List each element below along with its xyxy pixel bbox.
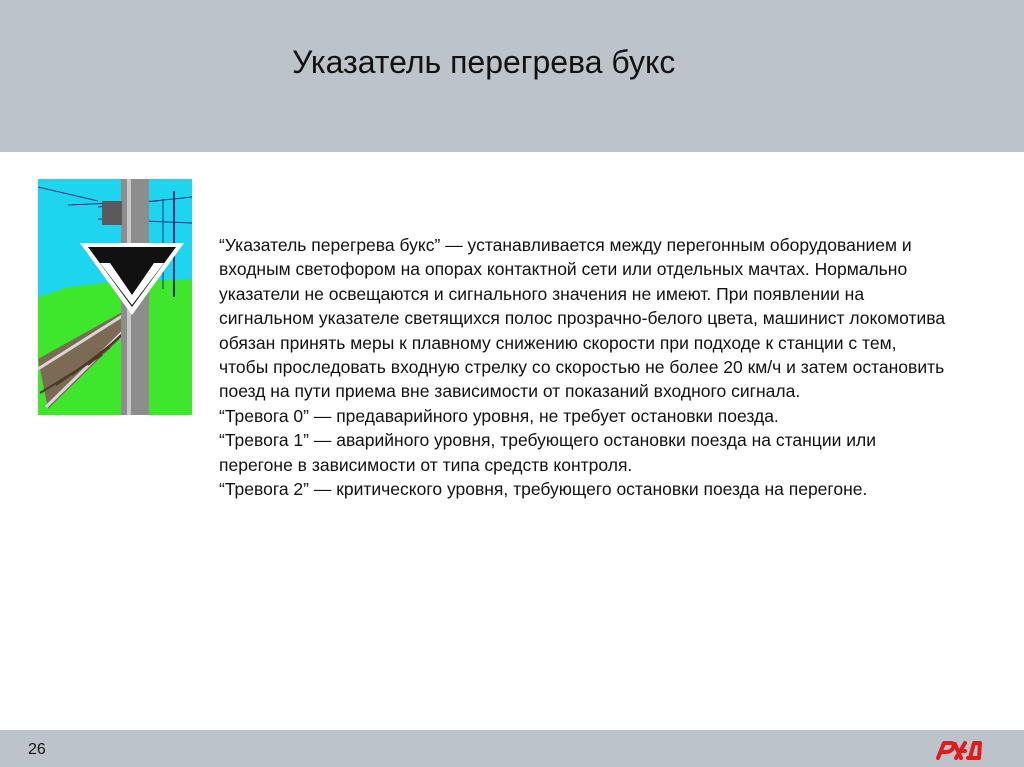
body-text — [219, 233, 1024, 501]
alarm-2-paragraph: “Тревога 2” — критического уровня, требующего остановки поезда на перегоне. — [219, 479, 868, 500]
alarm-0-paragraph: “Тревога 0” — предаварийного уровня, не требует остановки поезда. — [219, 405, 779, 426]
page-number: 26 — [28, 741, 46, 758]
slide-title: Указатель перегрева букс — [292, 44, 676, 80]
intro-paragraph: “Указатель перегрева букс” — устанавливается между перегонным оборудованием и входным светофором на опорах контактной сети или отдельных мачтах. Нормально указатели не освещаются и сигнального значения не имеют. При появлении на сигнальном указателе светящихся полос прозрачно-белого цвета, машинист локомотива обязан принять меры к плавному снижению скорости при подходе к станции с тем, чтобы проследовать входную стрелку со скоростью не более 20 км/ч и затем остановить поезд на пути приема вне зависимости от показаний входного сигнала. — [219, 235, 946, 402]
insulator-bracket — [102, 201, 122, 225]
slide-header — [0, 0, 1024, 152]
rzd-logo — [934, 736, 986, 762]
slide-footer — [0, 730, 1024, 767]
overheat-indicator-illustration — [38, 179, 192, 415]
alarm-1-paragraph: “Тревога 1” — аварийного уровня, требующего остановки поезда на станции или перегоне в зависимости от типа средств контроля. — [219, 430, 877, 475]
